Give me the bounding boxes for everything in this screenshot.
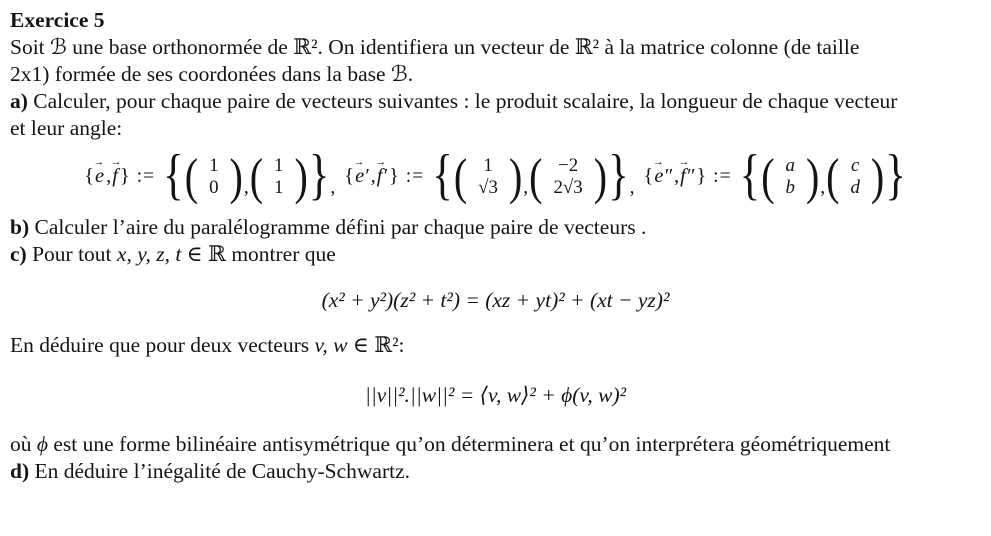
open-brace: { xyxy=(84,165,95,188)
vector-e-prime xyxy=(353,156,369,188)
open-paren: ( xyxy=(249,147,264,205)
matrix-entry: c xyxy=(850,155,860,176)
intro-line-2: 2x1) formée de ses coordonées dans la base ℬ. xyxy=(10,62,414,86)
identity-equation: (x² + y²)(z² + t²) = (xz + yt)² + (xt − yz)² xyxy=(321,287,670,312)
close-brace: } xyxy=(388,165,399,188)
vector-arrow-icon: → xyxy=(375,156,386,168)
matrix-entry: 1 xyxy=(483,155,493,176)
open-brace-big: { xyxy=(739,144,761,207)
column-matrix xyxy=(184,147,243,205)
item-a-text-1: Calculer, pour chaque paire de vecteurs suivantes : le produit scalaire, la longueur de chaque vecteur xyxy=(27,89,898,113)
matrix-entry: b xyxy=(785,176,795,198)
vector-name: f xyxy=(112,165,118,188)
vector-arrow-icon: → xyxy=(678,156,690,168)
item-d-line xyxy=(10,458,981,485)
matrix-entry: −2 xyxy=(558,155,579,176)
assign-symbol: := xyxy=(136,165,156,187)
item-b-line xyxy=(10,214,981,241)
deduce-text-1: En déduire que pour deux vecteurs xyxy=(10,332,315,357)
open-paren: ( xyxy=(761,147,775,205)
pair-3-set-name xyxy=(643,156,707,188)
matrix-column xyxy=(467,155,509,199)
open-brace-big: { xyxy=(432,144,453,207)
column-matrix xyxy=(529,147,608,205)
close-brace: } xyxy=(696,165,707,188)
vector-arrow-icon: → xyxy=(652,156,664,168)
pair-separator: , xyxy=(629,176,635,198)
item-c-text-1: Pour tout xyxy=(26,241,117,266)
item-d-label: d) xyxy=(10,458,30,483)
open-paren: ( xyxy=(529,147,543,205)
matrix-entry: 1 xyxy=(274,155,284,176)
vector-f-prime xyxy=(375,156,387,188)
close-paren: ) xyxy=(229,147,243,205)
item-b-text: Calculer l’aire du paralélogramme défini par chaque paire de vecteurs . xyxy=(29,214,647,239)
close-brace-big: } xyxy=(608,144,629,207)
matrix-entry: √3 xyxy=(478,176,498,198)
phi-line xyxy=(10,431,981,458)
deduce-math: v, w xyxy=(314,332,348,357)
vector-name: e xyxy=(95,165,105,188)
matrix-entry: a xyxy=(785,155,795,176)
phi-symbol: ϕ xyxy=(36,431,49,456)
vector-name: f″ xyxy=(680,165,695,188)
deduce-text-2: ∈ ℝ²: xyxy=(347,332,405,357)
vector-name: f′ xyxy=(376,165,387,188)
intro-line-1: Soit ℬ une base orthonormée de ℝ². On identifiera un vecteur de ℝ² à la matrice colonne (de taille xyxy=(10,35,860,59)
open-paren: ( xyxy=(453,147,468,205)
phi-text-2: est une forme bilinéaire antisymétrique qu’on déterminera et qu’on interprétera géométriquement xyxy=(48,431,891,456)
matrix-entry: 1 xyxy=(274,176,284,198)
item-c-label: c) xyxy=(10,241,27,266)
matrix-entry: 2√3 xyxy=(553,176,583,198)
column-matrix xyxy=(761,147,820,205)
matrix-column xyxy=(775,155,806,199)
vector-arrow-icon: → xyxy=(110,156,122,168)
item-a-line-1 xyxy=(10,88,981,115)
matrix-column xyxy=(198,155,229,199)
item-a-label: a) xyxy=(10,89,28,113)
pair-1-set-name xyxy=(84,156,130,188)
close-brace-big: } xyxy=(885,144,906,207)
item-d-text: En déduire l’inégalité de Cauchy-Schwartz. xyxy=(29,458,411,483)
close-paren: ) xyxy=(870,147,885,205)
vector-pair-3 xyxy=(643,144,907,207)
vector-pairs-formula xyxy=(10,144,981,207)
matrix-entry: 1 xyxy=(209,155,219,176)
column-matrix xyxy=(826,147,885,205)
close-paren: ) xyxy=(593,147,608,205)
assign-symbol: := xyxy=(713,165,732,187)
open-brace: { xyxy=(643,165,654,188)
vector-name: e′ xyxy=(355,165,369,188)
close-brace-big: } xyxy=(308,144,330,207)
matrix-entry: 0 xyxy=(209,176,219,198)
matrix-column xyxy=(542,155,593,199)
norm-equation: ||v||².||w||² = ⟨v, w⟩² + ϕ(v, w)² xyxy=(364,382,627,407)
matrix-column xyxy=(839,155,870,199)
comma: , xyxy=(820,176,826,198)
open-paren: ( xyxy=(184,147,199,205)
open-brace-big: { xyxy=(163,144,184,207)
vector-e xyxy=(93,156,105,188)
item-c-text-2: ∈ ℝ montrer que xyxy=(181,241,336,266)
item-a-line-2: et leur angle: xyxy=(10,116,123,140)
assign-symbol: := xyxy=(405,165,425,187)
vector-e-double-prime xyxy=(652,156,672,188)
exercise-title-text: Exercice 5 xyxy=(10,8,105,32)
vector-f-double-prime xyxy=(678,156,695,188)
vector-f xyxy=(110,156,122,188)
pair-2-set-name xyxy=(344,156,399,188)
vector-pair-1 xyxy=(84,144,344,207)
column-matrix xyxy=(453,147,523,205)
vector-arrow-icon: → xyxy=(93,156,105,168)
vector-pair-2 xyxy=(344,144,643,207)
vector-name: e″ xyxy=(654,165,672,188)
item-b-label: b) xyxy=(10,214,30,239)
matrix-entry: d xyxy=(850,176,860,198)
phi-text-1: où xyxy=(10,431,37,456)
item-c-math: x, y, z, t xyxy=(116,241,182,266)
close-paren: ) xyxy=(294,147,308,205)
open-brace: { xyxy=(344,165,355,188)
comma: , xyxy=(523,176,529,198)
item-c-line xyxy=(10,241,981,268)
matrix-column xyxy=(263,155,294,199)
comma: , xyxy=(106,165,112,188)
close-paren: ) xyxy=(508,147,523,205)
column-matrix xyxy=(249,147,308,205)
vector-arrow-icon: → xyxy=(353,156,365,168)
open-paren: ( xyxy=(826,147,840,205)
deduce-line xyxy=(10,332,981,359)
comma: , xyxy=(243,176,249,198)
pair-separator: , xyxy=(330,176,336,198)
comma: , xyxy=(674,165,680,188)
close-paren: ) xyxy=(805,147,820,205)
exercise-title xyxy=(10,7,981,34)
comma: , xyxy=(370,165,376,188)
close-brace: } xyxy=(119,165,130,188)
